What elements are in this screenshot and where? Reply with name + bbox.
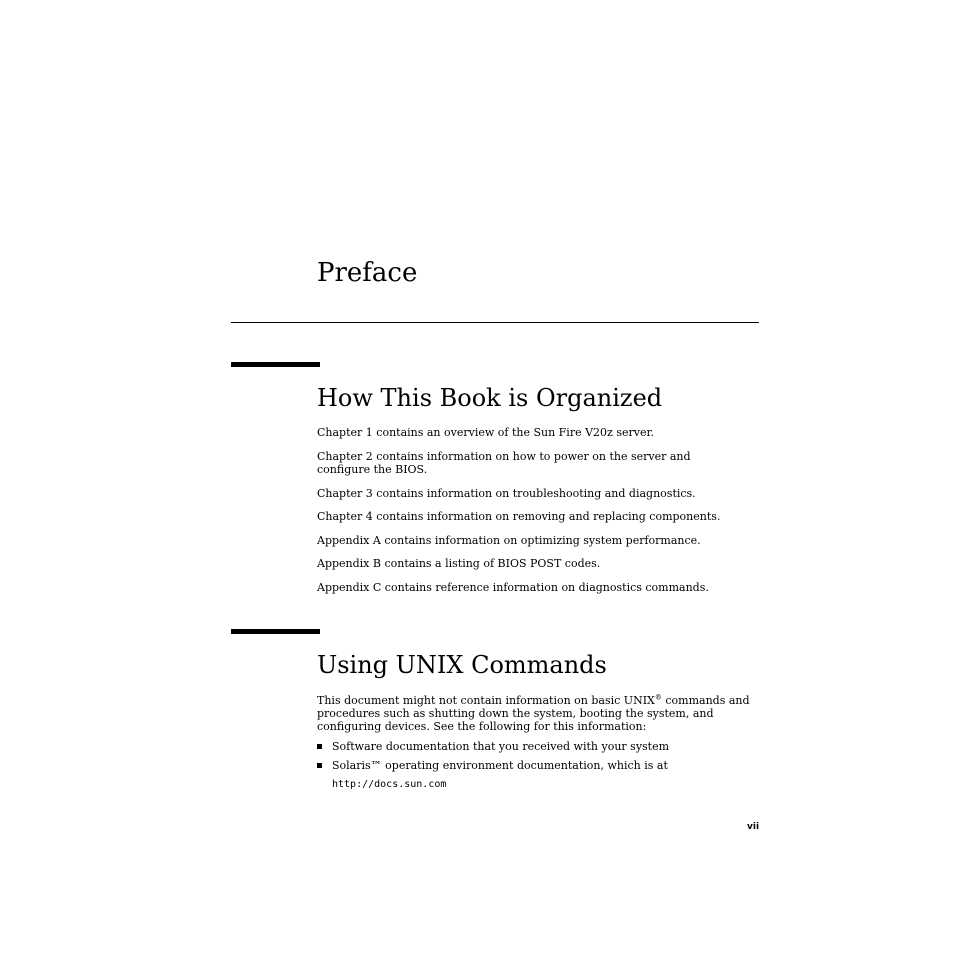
bullet-icon [317,744,322,749]
page-number: vii [747,822,760,832]
intro-text-start: This document might not contain information on basic UNIX [317,694,655,707]
paragraph-appendix-a: Appendix A contains information on optimizing system performance. [317,534,701,547]
list-item-text: Software documentation that you received with your system [332,740,670,753]
bullet-icon [317,763,322,768]
paragraph-chapter-1: Chapter 1 contains an overview of the Sun Fire V20z server. [317,426,655,439]
paragraph-chapter-3: Chapter 3 contains information on troubleshooting and diagnostics. [317,487,696,500]
paragraph-appendix-c: Appendix C contains reference information on diagnostics commands. [317,581,709,594]
section-bar [231,629,320,634]
paragraph-chapter-4: Chapter 4 contains information on removing and replacing components. [317,510,721,523]
section-heading-unix: Using UNIX Commands [317,651,607,679]
intro-text-end: commands and procedures such as shutting down the system, booting the system, and configuring devices. See the following for this information: [317,694,750,733]
section-heading-organized: How This Book is Organized [317,384,663,412]
section-bar [231,362,320,367]
page-title: Preface [317,258,418,288]
list-item-text: Solaris™ operating environment documentation, which is at [332,759,668,772]
title-rule [231,322,759,323]
paragraph-chapter-2: Chapter 2 contains information on how to power on the server and configure the BIOS. [317,450,691,476]
docs-url[interactable]: http://docs.sun.com [332,779,447,790]
registered-mark: ® [654,693,662,702]
paragraph-unix-intro [317,694,757,733]
paragraph-appendix-b: Appendix B contains a listing of BIOS POST codes. [317,557,601,570]
